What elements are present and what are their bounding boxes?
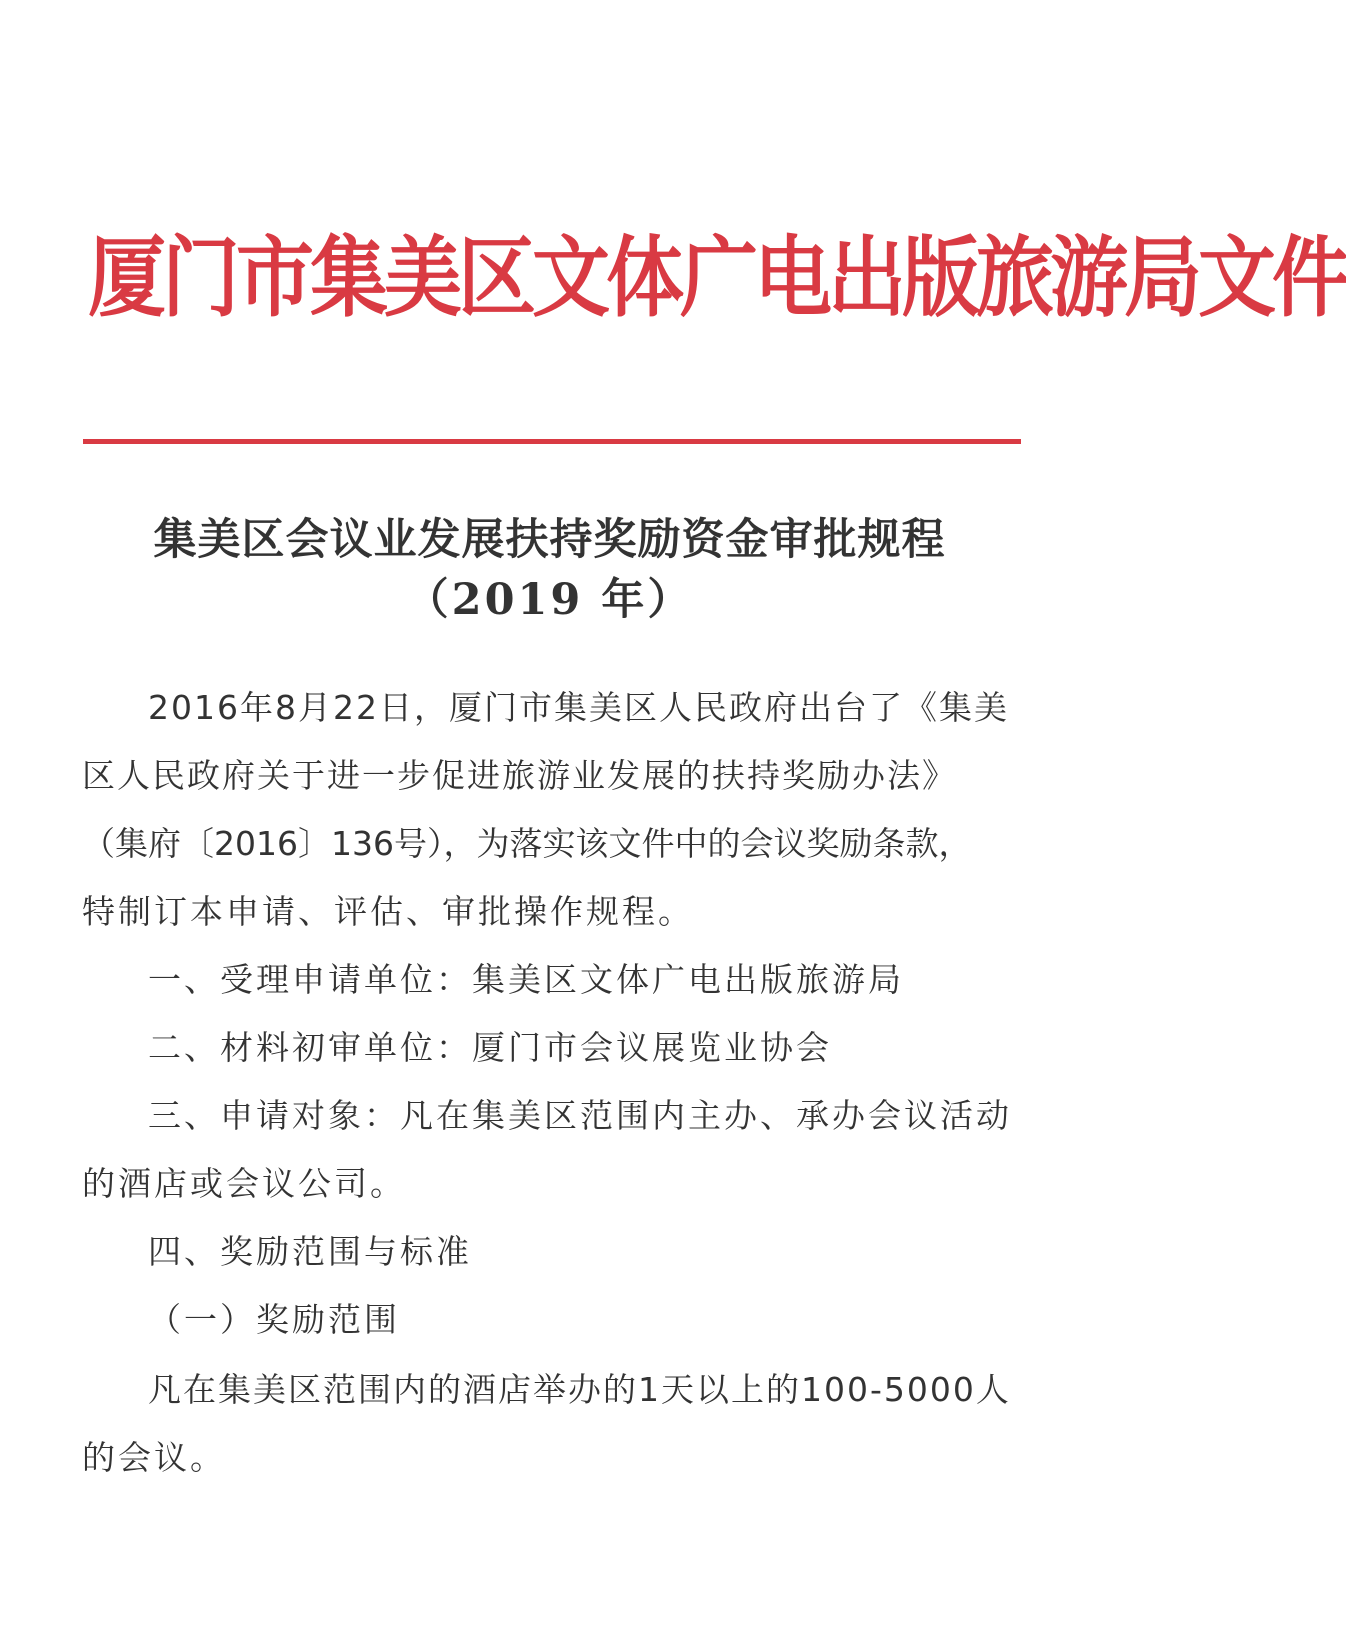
body-line: 凡在集美区范围内的酒店举办的1天以上的100-5000人 [148, 1370, 1011, 1409]
subsection-heading: （一）奖励范围 [148, 1300, 400, 1339]
body-line: 二、材料初审单位：厦门市会议展览业协会 [148, 1028, 832, 1067]
issuing-authority-header: 厦门市集美区文体广电出版旅游局文件 [88, 229, 1346, 327]
body-line: 2016年8月22日，厦门市集美区人民政府出台了《集美 [148, 688, 1009, 727]
document-title: 集美区会议业发展扶持奖励资金审批规程 [153, 515, 946, 565]
section-heading: 四、奖励范围与标准 [148, 1232, 472, 1271]
body-line: （集府〔2016〕136号），为落实该文件中的会议奖励条款， [82, 824, 972, 863]
document-subtitle-year: （2019 年） [405, 575, 694, 625]
body-line: 区人民政府关于进一步促进旅游业发展的扶持奖励办法》 [82, 756, 957, 795]
body-line: 一、受理申请单位：集美区文体广电出版旅游局 [148, 960, 904, 999]
body-line: 三、申请对象：凡在集美区范围内主办、承办会议活动 [148, 1096, 1012, 1135]
body-line: 特制订本申请、评估、审批操作规程。 [82, 892, 694, 931]
body-line: 的会议。 [82, 1438, 226, 1477]
red-divider-line [83, 439, 1021, 444]
body-line: 的酒店或会议公司。 [82, 1164, 406, 1203]
